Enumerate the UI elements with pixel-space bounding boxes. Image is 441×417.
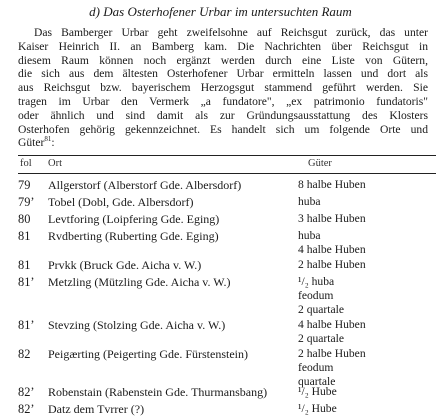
header-ort: Ort — [48, 158, 62, 169]
folio-number: 81 — [18, 258, 31, 272]
goods-entry: 2 quartale — [298, 302, 345, 316]
goods-entry: huba — [298, 195, 321, 208]
place-name: Robenstain (Rabenstein Gde. Thurmansbang) — [48, 385, 268, 399]
paragraph-line: Güter — [18, 136, 45, 150]
folio-number: 80 — [18, 212, 31, 226]
goods-cell — [298, 347, 433, 388]
goods-entry: 4 halbe Huben — [298, 318, 366, 331]
place-name: Allgerstorf (Alberstorf Gde. Albersdorf) — [48, 178, 242, 192]
goods-entry: feodum — [298, 360, 334, 374]
goods-cell — [298, 318, 433, 346]
goods-entry: quartale — [298, 374, 336, 388]
folio-number: 82 — [18, 347, 31, 361]
goods-entry: 8 halbe Huben — [298, 178, 366, 191]
place-name: Rvdberting (Ruberting Gde. Eging) — [48, 229, 219, 243]
goods-cell — [298, 385, 433, 399]
goods-entry: ¹/₂ Hube — [298, 385, 337, 398]
paragraph-end: : — [51, 136, 55, 150]
header-gueter: Güter — [308, 158, 332, 169]
folio-number: 82’ — [18, 385, 35, 399]
folio-number: 79’ — [18, 195, 35, 209]
goods-entry: ¹/₂ Hube — [298, 402, 337, 415]
goods-entry: feodum — [298, 288, 334, 302]
place-name: Prvkk (Bruck Gde. Aicha v. W.) — [48, 258, 202, 272]
header-fol: fol — [20, 158, 32, 169]
paragraph-last-line — [18, 136, 428, 150]
folio-number: 79 — [18, 178, 31, 192]
footnote-ref: 81 — [44, 136, 52, 144]
goods-cell — [298, 275, 433, 316]
section-heading: d) Das Osterhofener Urbar im untersuchten Raum — [89, 4, 352, 19]
place-name: Peigærting (Peigerting Gde. Fürstenstein) — [48, 347, 248, 361]
paragraph-line: tragen im Urbar den Vermerk „a fundatore", „ex patrimonio fundatoris" — [18, 94, 428, 108]
goods-cell — [298, 212, 433, 226]
goods-entry: 2 halbe Huben — [298, 258, 366, 271]
place-name: Stevzing (Stolzing Gde. Aicha v. W.) — [48, 318, 226, 332]
goods-cell — [298, 402, 433, 416]
folio-number: 81’ — [18, 275, 35, 289]
paragraph-line: aus Reichsgut bzw. bayerischem Herzogsgut stammend geführt werden. Sie — [18, 81, 428, 95]
goods-entry: 3 halbe Huben — [298, 212, 366, 225]
paragraph-line: oder ähnlich und sind damit als zur Gründungsausstattung des Klosters — [18, 108, 428, 122]
folio-number: 82’ — [18, 402, 35, 416]
place-name: Levtforing (Loipfering Gde. Eging) — [48, 212, 220, 226]
goods-entry: ¹/₂ huba — [298, 275, 335, 288]
paragraph-line: Kaiser Heinrich II. an Bamberg kam. Die Nachrichten über Reichsgut in — [18, 39, 428, 53]
paragraph-line: die sich aus dem ältesten Osterhofener Urbar ermitteln lassen und dort als — [18, 67, 428, 81]
goods-cell — [298, 229, 433, 257]
goods-cell — [298, 195, 433, 209]
goods-entry: 2 quartale — [298, 331, 345, 345]
places-table — [18, 155, 433, 171]
place-name: Tobel (Dobl, Gde. Albersdorf) — [48, 195, 194, 209]
goods-entry: 4 halbe Huben — [298, 242, 366, 256]
table-header — [18, 157, 433, 173]
folio-number: 81 — [18, 229, 31, 243]
goods-entry: 2 halbe Huben — [298, 347, 366, 360]
paragraph-line: Osterhofen gehörig gekennzeichnet. Es handelt sich um folgende Orte und — [18, 122, 428, 136]
body-paragraph — [18, 26, 428, 150]
table-header-rule — [18, 173, 436, 174]
goods-cell — [298, 258, 433, 272]
paragraph-line: Das Bamberger Urbar geht zweifelsohne auf Reichsgut zurück, das unter — [34, 26, 428, 39]
place-name: Metzling (Mützling Gde. Aicha v. W.) — [48, 275, 231, 289]
folio-number: 81’ — [18, 318, 35, 332]
goods-cell — [298, 178, 433, 192]
goods-entry: huba — [298, 229, 321, 242]
place-name: Datz dem Tvrrer (?) — [48, 402, 145, 416]
paragraph-line: diesem Raum können noch ergänzt werden durch eine Liste von Gütern, — [18, 53, 428, 67]
